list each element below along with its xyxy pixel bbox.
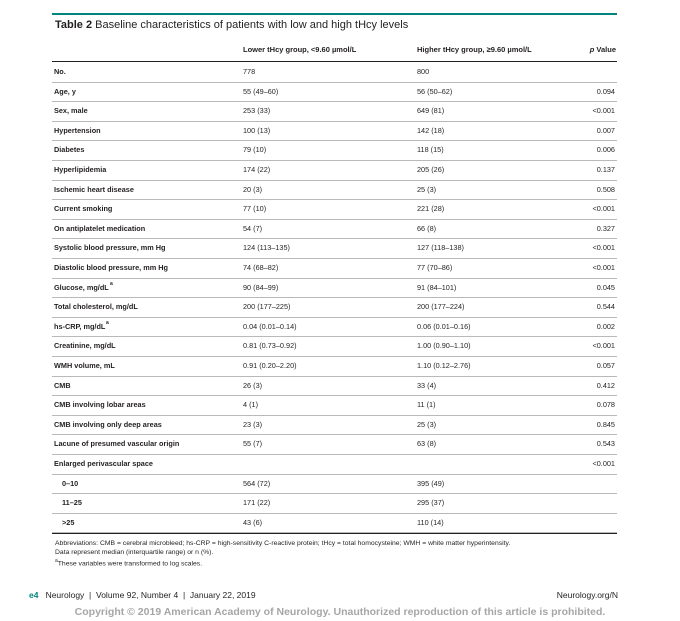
row-label: CMB involving lobar areas	[54, 400, 146, 410]
table-row	[52, 356, 617, 377]
lower-group-value: 77 (10)	[243, 204, 267, 214]
lower-group-value: 20 (3)	[243, 184, 263, 194]
table-row	[52, 238, 617, 259]
higher-group-value: 395 (49)	[417, 478, 445, 488]
p-value: <0.001	[592, 243, 615, 253]
row-label: Enlarged perivascular space	[54, 459, 153, 468]
higher-group-value: 56 (50–62)	[417, 86, 453, 96]
higher-group-value: 25 (3)	[417, 184, 437, 194]
row-label: hs-CRP, mg/dL	[54, 321, 106, 331]
volume-info: Volume 92, Number 4	[96, 590, 179, 600]
higher-group-value: 110 (14)	[417, 517, 444, 527]
lower-group-value: 90 (84–99)	[243, 282, 279, 292]
lower-group-value: 564 (72)	[243, 478, 271, 488]
row-label: Creatinine, mg/dL	[54, 341, 116, 351]
table-row	[52, 199, 617, 220]
table-row	[52, 219, 617, 240]
row-label: Diabetes	[54, 145, 85, 155]
lower-group-value: 0.91 (0.20–2.20)	[243, 361, 297, 370]
column-header-higher: Higher tHcy group, ≥9.60 µmol/L	[417, 45, 532, 54]
p-value: 0.412	[596, 380, 615, 390]
row-label: 0–10	[62, 478, 79, 488]
row-label: 11–25	[62, 498, 82, 508]
table-row	[52, 376, 617, 397]
lower-group-value: 253 (33)	[243, 106, 271, 116]
lower-group-value: 171 (22)	[243, 498, 271, 508]
row-label: Hypertension	[54, 125, 101, 135]
p-value: <0.001	[592, 341, 615, 351]
journal-name: Neurology	[45, 590, 85, 600]
row-label: Glucose, mg/dL	[54, 282, 109, 292]
row-label: No.	[54, 67, 66, 76]
p-value: 0.002	[596, 321, 615, 331]
p-value: 0.078	[596, 400, 615, 410]
row-label: Diastolic blood pressure, mm Hg	[54, 263, 168, 272]
higher-group-value: 1.00 (0.90–1.10)	[417, 341, 471, 351]
p-value: 0.508	[596, 184, 615, 194]
lower-group-value: 778	[243, 67, 256, 76]
higher-group-value: 295 (37)	[417, 498, 445, 508]
p-value: 0.094	[596, 86, 615, 96]
higher-group-value: 127 (118–138)	[417, 243, 464, 253]
footnote-a: $^a$These variables were transformed to log scales.	[55, 558, 203, 568]
row-label: Lacune of presumed vascular origin	[54, 439, 180, 449]
lower-group-value: 54 (7)	[243, 223, 263, 233]
lower-group-value: 0.81 (0.73–0.92)	[243, 341, 297, 351]
copyright-notice: Copyright © 2019 American Academy of Neurology. Unauthorized reproduction of this article is prohibited.	[74, 606, 606, 618]
lower-group-value: 174 (22)	[243, 165, 271, 174]
higher-group-value: 142 (18)	[417, 125, 445, 135]
lower-group-value: 4 (1)	[243, 400, 259, 410]
p-italic: p	[589, 45, 595, 54]
lower-group-value: 74 (68–82)	[243, 263, 279, 272]
p-value: 0.007	[596, 125, 615, 135]
p-value: <0.001	[592, 263, 615, 272]
footnote-abbreviations: Abbreviations: CMB = cerebral microbleed; hs-CRP = high-sensitivity C-reactive protein; tHcy = total homocysteine; WMH = white matter hyperintensity.	[55, 540, 511, 547]
table-row	[52, 493, 617, 514]
p-value: <0.001	[592, 106, 615, 116]
p-value: 0.137	[596, 165, 615, 174]
table-row	[52, 180, 617, 201]
table-row	[52, 317, 617, 338]
table-row	[52, 395, 617, 416]
table-caption	[55, 19, 408, 31]
footer-separator: |	[182, 590, 186, 600]
row-label: Ischemic heart disease	[54, 184, 134, 194]
higher-group-value: 800	[417, 67, 430, 76]
higher-group-value: 66 (8)	[417, 223, 437, 233]
lower-group-value: 43 (6)	[243, 517, 263, 527]
table-row	[52, 140, 617, 161]
p-value: 0.544	[596, 302, 615, 312]
row-label: Systolic blood pressure, mm Hg	[54, 243, 166, 253]
higher-group-value: 221 (28)	[417, 204, 445, 214]
higher-group-value: 118 (15)	[417, 145, 444, 155]
table-row	[52, 62, 617, 83]
p-value: 0.543	[596, 439, 615, 449]
table-top-rule	[52, 13, 617, 15]
lower-group-value: 55 (49–60)	[243, 86, 279, 96]
higher-group-value: 1.10 (0.12–2.76)	[417, 361, 471, 370]
p-value: 0.327	[596, 223, 615, 233]
row-label: WMH volume, mL	[54, 361, 115, 370]
higher-group-value: 91 (84–101)	[417, 282, 457, 292]
footnote-data: Data represent median (interquartile range) or n (%).	[55, 549, 214, 556]
page-footer	[29, 590, 256, 600]
higher-group-value: 11 (1)	[417, 400, 436, 410]
table-row	[52, 160, 617, 181]
column-header-p: p Value	[589, 45, 616, 54]
higher-group-value: 200 (177–224)	[417, 302, 465, 312]
table-row	[52, 474, 617, 495]
p-value: 0.006	[596, 145, 615, 155]
table-row	[52, 258, 617, 279]
issue-date: January 22, 2019	[189, 590, 256, 600]
p-value: <0.001	[592, 459, 615, 468]
lower-group-value: 124 (113–135)	[243, 243, 290, 253]
lower-group-value: 23 (3)	[243, 419, 263, 429]
table-row	[52, 101, 617, 122]
footer-separator: |	[89, 590, 92, 600]
higher-group-value: 0.06 (0.01–0.16)	[417, 321, 471, 331]
page-number: e4	[29, 590, 39, 600]
journal-site-link[interactable]: Neurology.org/N	[556, 590, 618, 600]
row-label: Age, y	[54, 86, 76, 96]
lower-group-value: 100 (13)	[243, 125, 271, 135]
table-row	[52, 297, 617, 318]
lower-group-value: 200 (177–225)	[243, 302, 291, 312]
table-title: Baseline characteristics of patients with low and high tHcy levels	[95, 19, 409, 31]
higher-group-value: 63 (8)	[417, 439, 437, 449]
row-label: Hyperlipidemia	[54, 165, 107, 174]
row-label: Total cholesterol, mg/dL	[54, 302, 138, 312]
p-value: 0.057	[596, 361, 615, 370]
row-label: Sex, male	[54, 106, 88, 116]
table-row	[52, 454, 617, 475]
table-row	[52, 434, 617, 455]
table-row	[52, 513, 617, 534]
table-row	[52, 121, 617, 142]
footnote-marker: a	[106, 319, 109, 326]
higher-group-value: 25 (3)	[417, 419, 437, 429]
higher-group-value: 205 (26)	[417, 165, 445, 174]
table-bottom-rule	[52, 533, 617, 534]
row-label: CMB	[54, 380, 71, 390]
row-label: On antiplatelet medication	[54, 223, 146, 233]
higher-group-value: 649 (81)	[417, 106, 445, 116]
table-row	[52, 82, 617, 103]
table-row	[52, 415, 617, 436]
row-label: Current smoking	[54, 204, 113, 214]
row-label: >25	[62, 517, 75, 527]
footnote-marker: a	[110, 280, 113, 287]
lower-group-value: 26 (3)	[243, 380, 263, 390]
table-row	[52, 278, 617, 299]
p-value: 0.045	[596, 282, 615, 292]
lower-group-value: 55 (7)	[243, 439, 263, 449]
higher-group-value: 33 (4)	[417, 380, 437, 390]
lower-group-value: 0.04 (0.01–0.14)	[243, 321, 297, 331]
table-row	[52, 336, 617, 357]
table-label: Table 2	[55, 19, 93, 31]
column-header-lower: Lower tHcy group, <9.60 µmol/L	[243, 45, 357, 54]
p-value: 0.845	[596, 419, 615, 429]
row-label: CMB involving only deep areas	[54, 419, 162, 429]
p-value: <0.001	[592, 204, 615, 214]
higher-group-value: 77 (70–86)	[417, 263, 453, 272]
lower-group-value: 79 (10)	[243, 145, 267, 155]
